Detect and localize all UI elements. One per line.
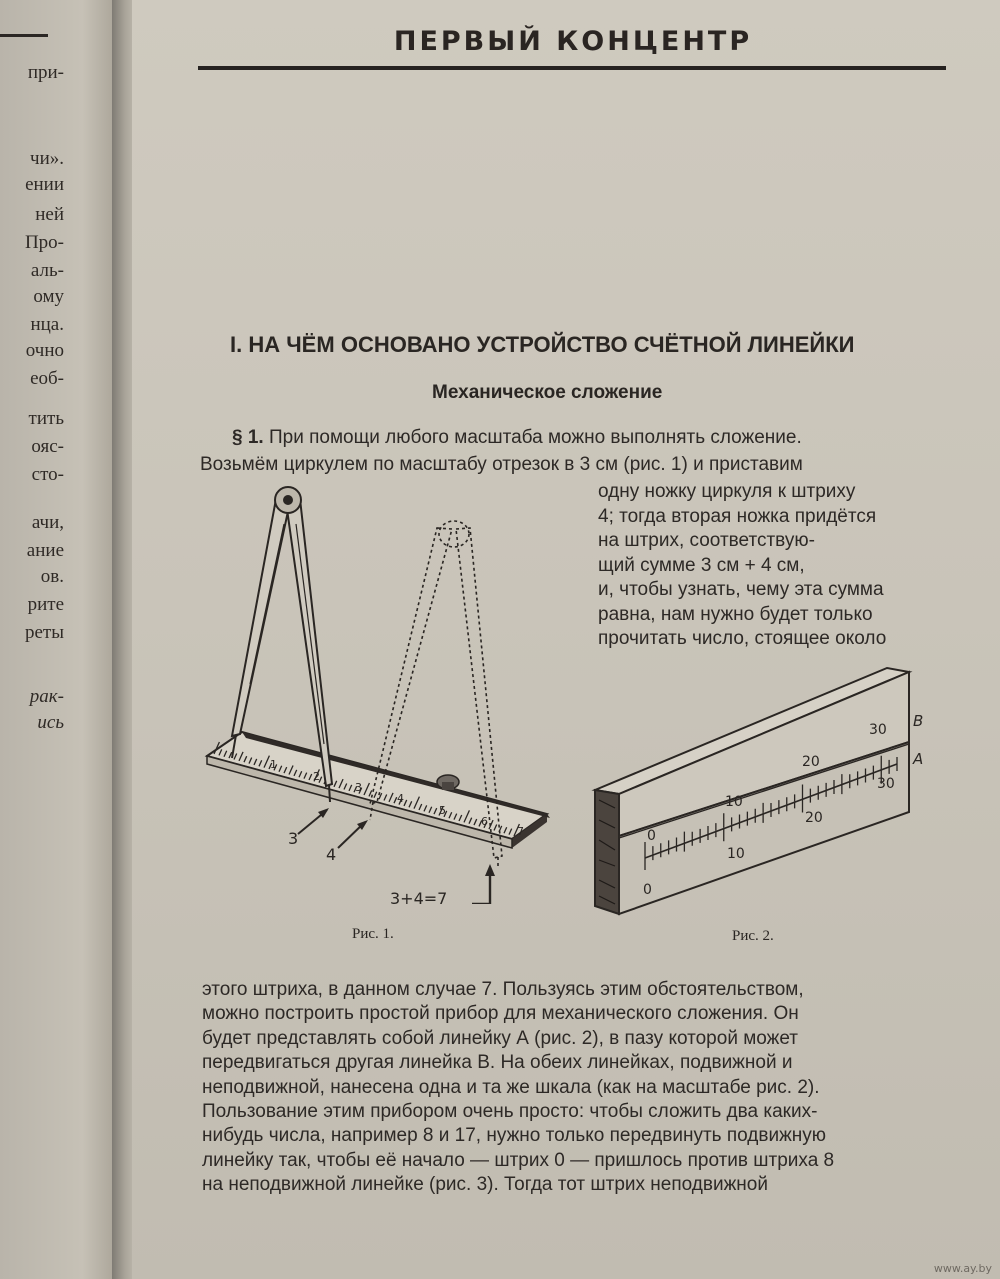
label-3: 3	[288, 829, 299, 848]
text-line: можно построить простой прибор для механического сложения. Он	[202, 1003, 799, 1025]
scale-B-number: 20	[802, 754, 820, 770]
text-line: передвигаться другая линейка В. На обеих линейках, подвижной и	[202, 1052, 793, 1074]
previous-page-fragment: реты	[24, 622, 64, 643]
scale-number: 1	[270, 758, 277, 771]
paragraph-sign: § 1.	[232, 427, 264, 448]
text-line: нибудь числа, например 8 и 17, нужно только передвинуть подвижную	[202, 1125, 827, 1147]
previous-page-fragment: нца.	[30, 314, 64, 335]
previous-page-fragment: сто-	[31, 464, 64, 485]
scale-A-number: 10	[727, 846, 745, 862]
figure-1-caption: Рис. 1.	[352, 926, 394, 942]
text-line: равна, нам нужно будет только	[598, 603, 873, 625]
previous-page-fragment: при-	[27, 62, 64, 83]
ruler	[207, 732, 550, 848]
previous-page-rule	[0, 34, 48, 37]
chapter-title: I. НА ЧЁМ ОСНОВАНО УСТРОЙСТВО СЧЁТНОЙ ЛИНЕЙКИ	[230, 332, 855, 357]
text-line: Пользование этим прибором очень просто: чтобы сложить два каких-	[202, 1101, 818, 1122]
scale-B-number: 0	[647, 828, 656, 844]
text-line: 4; тогда вторая ножка придётся	[598, 505, 877, 527]
scale-number: 2	[313, 770, 320, 783]
figure-1-compass-ruler	[202, 484, 622, 904]
section-title: Механическое сложение	[432, 382, 663, 403]
figure-2-caption: Рис. 2.	[732, 928, 774, 944]
previous-page-fragment: еоб-	[30, 368, 64, 389]
scale-number: 3	[355, 781, 362, 794]
previous-page-fragment: ении	[25, 174, 64, 195]
previous-page-fragment: ание	[26, 540, 64, 561]
scale-B-number: 10	[725, 794, 743, 810]
previous-page-fragment: ись	[37, 712, 64, 733]
scale-number: 6	[481, 815, 488, 828]
text-line: на штрих, соответствую-	[598, 530, 815, 551]
previous-page-fragment: ачи,	[31, 512, 64, 533]
label-4: 4	[326, 845, 337, 864]
running-head-rule	[198, 66, 946, 70]
label-B: В	[913, 712, 924, 730]
text-line: на неподвижной линейке (рис. 3). Тогда тот штрих неподвижной	[202, 1174, 768, 1196]
text-line: Возьмём циркулем по масштабу отрезок в 3 см (рис. 1) и приставим	[200, 454, 803, 475]
scale-A-number: 0	[643, 882, 652, 898]
text-line: будет представлять собой линейку А (рис. 2), в пазу которой может	[202, 1027, 798, 1049]
previous-page-fragment: рак-	[29, 686, 64, 707]
text-line: и, чтобы узнать, чему эта сумма	[598, 579, 884, 600]
scale-A-number: 20	[805, 810, 823, 826]
previous-page-fragment: аль-	[30, 260, 64, 281]
previous-page-fragment: тить	[28, 408, 64, 429]
scale-B-number: 30	[869, 722, 887, 738]
previous-page-fragment: ней	[35, 204, 64, 225]
equation-3-plus-4: 3+4=7	[390, 889, 448, 904]
text-line	[232, 426, 802, 450]
figure-2-sliding-rulers	[587, 660, 927, 920]
previous-page-fragment: очно	[25, 340, 64, 361]
previous-page-fragment: чи».	[30, 148, 64, 169]
watermark: www.ay.by	[933, 1262, 992, 1275]
text-line: щий сумме 3 см + 4 см,	[598, 554, 805, 576]
scale-number: 4	[397, 792, 404, 805]
previous-page-fragment: ому	[33, 286, 64, 307]
text-line: одну ножку циркуля к штриху	[598, 481, 856, 502]
previous-page-fragment: ояс-	[31, 436, 64, 457]
line-text: При помощи любого масштаба можно выполнять сложение.	[268, 427, 802, 448]
scale-number: 7	[517, 825, 524, 838]
previous-page-fragment: рите	[27, 594, 64, 615]
book-page	[132, 0, 1000, 1279]
previous-page-strip	[0, 0, 118, 1279]
text-line: линейку так, чтобы её начало — штрих 0 — пришлось против штриха 8	[202, 1149, 835, 1171]
previous-page-fragment: ов.	[40, 566, 64, 587]
scale-number: 5	[439, 804, 446, 817]
previous-page-fragment: Про-	[24, 232, 64, 253]
text-line: неподвижной, нанесена одна и та же шкала (как на масштабе рис. 2).	[202, 1076, 820, 1098]
text-line: этого штриха, в данном случае 7. Пользуясь этим обстоятельством,	[202, 979, 804, 1000]
label-A: А	[913, 750, 924, 768]
scale-A-number: 30	[877, 776, 895, 792]
text-line: прочитать число, стоящее около	[598, 628, 887, 649]
running-head: ПЕРВЫЙ КОНЦЕНТР	[393, 26, 753, 57]
